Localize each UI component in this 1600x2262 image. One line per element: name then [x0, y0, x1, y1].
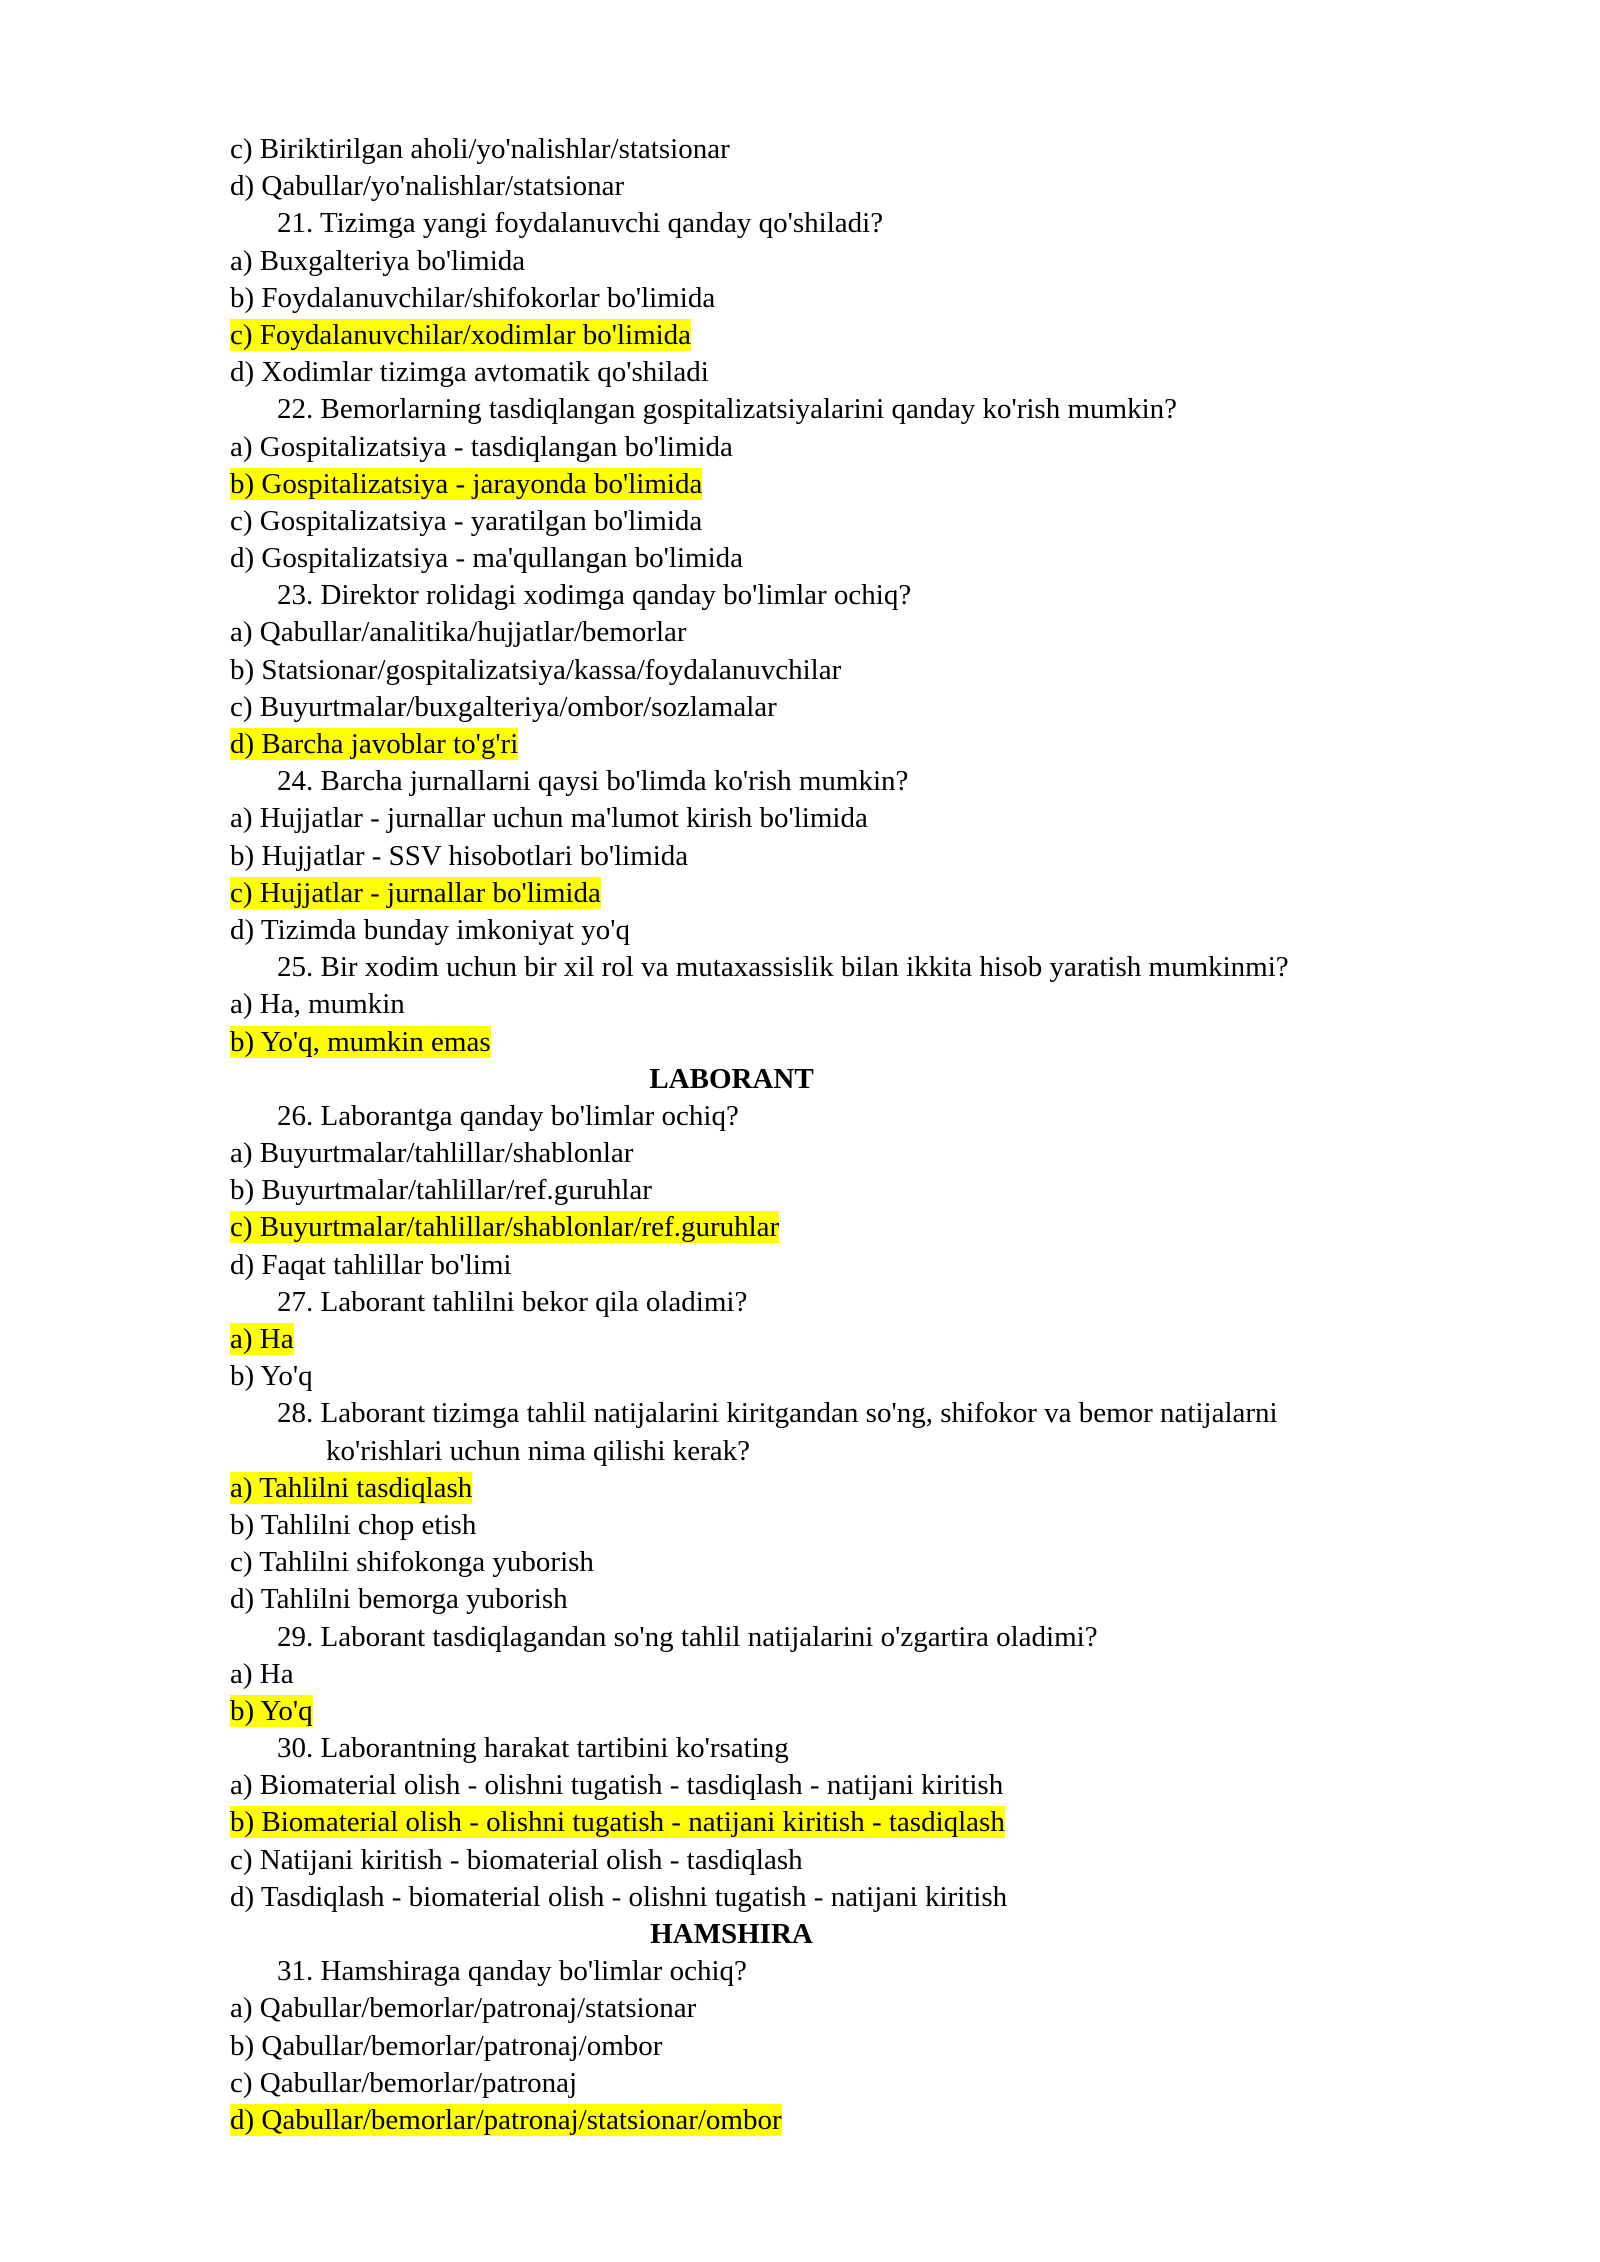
- answer-text: d) Xodimlar tizimga avtomatik qo'shiladi: [230, 356, 709, 389]
- answer-text: a) Qabullar/analitika/hujjatlar/bemorlar: [230, 616, 687, 649]
- answer-option: [230, 1990, 1430, 2027]
- highlighted-answer-text: b) Yo'q, mumkin emas: [230, 1025, 491, 1058]
- answer-text: b) Tahlilni chop etish: [230, 1508, 477, 1541]
- highlighted-answer-text: a) Tahlilni tasdiqlash: [230, 1471, 473, 1504]
- answer-text: b) Buyurtmalar/tahlillar/ref.guruhlar: [230, 1174, 652, 1207]
- answer-option: [230, 1544, 1430, 1581]
- question-text-continued: ko'rishlari uchun nima qilishi kerak?: [326, 1434, 751, 1467]
- answer-option-correct: [230, 1321, 1430, 1358]
- section-heading: HAMSHIRA: [650, 1918, 813, 1950]
- answer-option-correct: [230, 466, 1430, 503]
- answer-text: a) Ha: [230, 1657, 294, 1690]
- highlighted-answer-text: c) Hujjatlar - jurnallar bo'limida: [230, 876, 601, 909]
- answer-option-correct: [230, 1470, 1430, 1507]
- answer-option: [230, 1358, 1430, 1395]
- answer-text: d) Qabullar/yo'nalishlar/statsionar: [230, 170, 625, 203]
- answer-text: d) Tahlilni bemorga yuborish: [230, 1583, 568, 1616]
- answer-option: [230, 1507, 1430, 1544]
- answer-option-correct: [230, 875, 1430, 912]
- answer-text: d) Gospitalizatsiya - ma'qullangan bo'limida: [230, 542, 743, 575]
- answer-text: c) Biriktirilgan aholi/yo'nalishlar/statsionar: [230, 133, 730, 165]
- answer-option: [230, 1879, 1430, 1916]
- answer-option-correct: [230, 2102, 1430, 2139]
- answer-text: a) Buyurtmalar/tahlillar/shablonlar: [230, 1137, 634, 1170]
- question-text: 21. Tizimga yangi foydalanuvchi qanday qo'shiladi?: [277, 207, 884, 240]
- answer-option: [230, 1767, 1430, 1804]
- question-text: 26. Laborantga qanday bo'limlar ochiq?: [277, 1099, 739, 1132]
- answer-option: [230, 1135, 1430, 1172]
- answer-option: [230, 1581, 1430, 1618]
- answer-option: [230, 243, 1430, 280]
- answer-option: [230, 354, 1430, 391]
- answer-option: [230, 1842, 1430, 1879]
- answer-option: [230, 838, 1430, 875]
- answer-option-correct: [230, 1024, 1430, 1061]
- answer-option: [230, 429, 1430, 466]
- answer-option: [230, 540, 1430, 577]
- answer-text: c) Natijani kiritish - biomaterial olish - tasdiqlash: [230, 1843, 803, 1876]
- section-heading: LABORANT: [649, 1062, 814, 1095]
- answer-text: b) Yo'q: [230, 1360, 313, 1393]
- answer-option-correct: [230, 317, 1430, 354]
- highlighted-answer-text: b) Gospitalizatsiya - jarayonda bo'limida: [230, 467, 703, 500]
- highlighted-answer-text: c) Buyurtmalar/tahlillar/shablonlar/ref.guruhlar: [230, 1211, 780, 1244]
- answer-option-correct: [230, 1209, 1430, 1246]
- question-text: 31. Hamshiraga qanday bo'limlar ochiq?: [277, 1955, 747, 1988]
- answer-option: [230, 2065, 1430, 2102]
- answer-text: a) Qabullar/bemorlar/patronaj/statsionar: [230, 1992, 697, 2025]
- answer-option: [230, 614, 1430, 651]
- answer-text: a) Buxgalteriya bo'limida: [230, 244, 526, 277]
- answer-text: c) Tahlilni shifokonga yuborish: [230, 1546, 594, 1579]
- document-page: [230, 131, 1430, 2139]
- answer-text: b) Hujjatlar - SSV hisobotlari bo'limida: [230, 839, 689, 872]
- answer-text: c) Buyurtmalar/buxgalteriya/ombor/sozlamalar: [230, 690, 777, 723]
- highlighted-answer-text: a) Ha: [230, 1323, 294, 1355]
- question-text: 30. Laborantning harakat tartibini ko'rsating: [277, 1732, 789, 1765]
- answer-option-correct: [230, 1804, 1430, 1841]
- question-text: 22. Bemorlarning tasdiqlangan gospitalizatsiyalarini qanday ko'rish mumkin?: [277, 393, 1178, 426]
- answer-option: [230, 1172, 1430, 1209]
- highlighted-answer-text: d) Barcha javoblar to'g'ri: [230, 728, 519, 760]
- answer-text: d) Faqat tahlillar bo'limi: [230, 1248, 512, 1281]
- answer-option: [230, 503, 1430, 540]
- highlighted-answer-text: b) Yo'q: [230, 1694, 313, 1727]
- answer-option: [230, 131, 1430, 168]
- question-text: 27. Laborant tahlilni bekor qila oladimi?: [277, 1285, 748, 1318]
- answer-option-correct: [230, 726, 1430, 763]
- answer-option: [230, 168, 1430, 205]
- answer-text: c) Gospitalizatsiya - yaratilgan bo'limida: [230, 504, 703, 537]
- answer-option: [230, 1247, 1430, 1284]
- question-text: 28. Laborant tizimga tahlil natijalarini kiritgandan so'ng, shifokor va bemor natijalarni: [277, 1397, 1278, 1430]
- question-text: 24. Barcha jurnallarni qaysi bo'limda ko'rish mumkin?: [277, 765, 909, 798]
- answer-text: b) Statsionar/gospitalizatsiya/kassa/foydalanuvchilar: [230, 653, 842, 686]
- answer-text: a) Hujjatlar - jurnallar uchun ma'lumot kirish bo'limida: [230, 802, 868, 835]
- question-text: 25. Bir xodim uchun bir xil rol va mutaxassislik bilan ikkita hisob yaratish mumkinmi?: [277, 951, 1289, 984]
- answer-text: a) Ha, mumkin: [230, 988, 405, 1021]
- highlighted-answer-text: c) Foydalanuvchilar/xodimlar bo'limida: [230, 318, 692, 351]
- answer-text: d) Tizimda bunday imkoniyat yo'q: [230, 913, 630, 946]
- answer-option: [230, 1656, 1430, 1693]
- answer-option: [230, 912, 1430, 949]
- answer-option: [230, 986, 1430, 1023]
- answer-option: [230, 689, 1430, 726]
- answer-text: c) Qabullar/bemorlar/patronaj: [230, 2066, 578, 2099]
- answer-text: b) Foydalanuvchilar/shifokorlar bo'limida: [230, 281, 716, 314]
- highlighted-answer-text: d) Qabullar/bemorlar/patronaj/statsionar/ombor: [230, 2103, 782, 2136]
- answer-option: [230, 280, 1430, 317]
- answer-option-correct: [230, 1693, 1430, 1730]
- answer-text: b) Qabullar/bemorlar/patronaj/ombor: [230, 2029, 663, 2062]
- answer-text: a) Gospitalizatsiya - tasdiqlangan bo'limida: [230, 430, 733, 463]
- question-text: 29. Laborant tasdiqlagandan so'ng tahlil natijalarini o'zgartira oladimi?: [277, 1620, 1098, 1653]
- highlighted-answer-text: b) Biomaterial olish - olishni tugatish - natijani kiritish - tasdiqlash: [230, 1806, 1005, 1839]
- answer-option: [230, 800, 1430, 837]
- question-text: 23. Direktor rolidagi xodimga qanday bo'limlar ochiq?: [277, 579, 912, 612]
- answer-option: [230, 652, 1430, 689]
- answer-text: d) Tasdiqlash - biomaterial olish - olishni tugatish - natijani kiritish: [230, 1880, 1008, 1913]
- answer-option: [230, 2028, 1430, 2065]
- answer-text: a) Biomaterial olish - olishni tugatish - tasdiqlash - natijani kiritish: [230, 1769, 1004, 1802]
